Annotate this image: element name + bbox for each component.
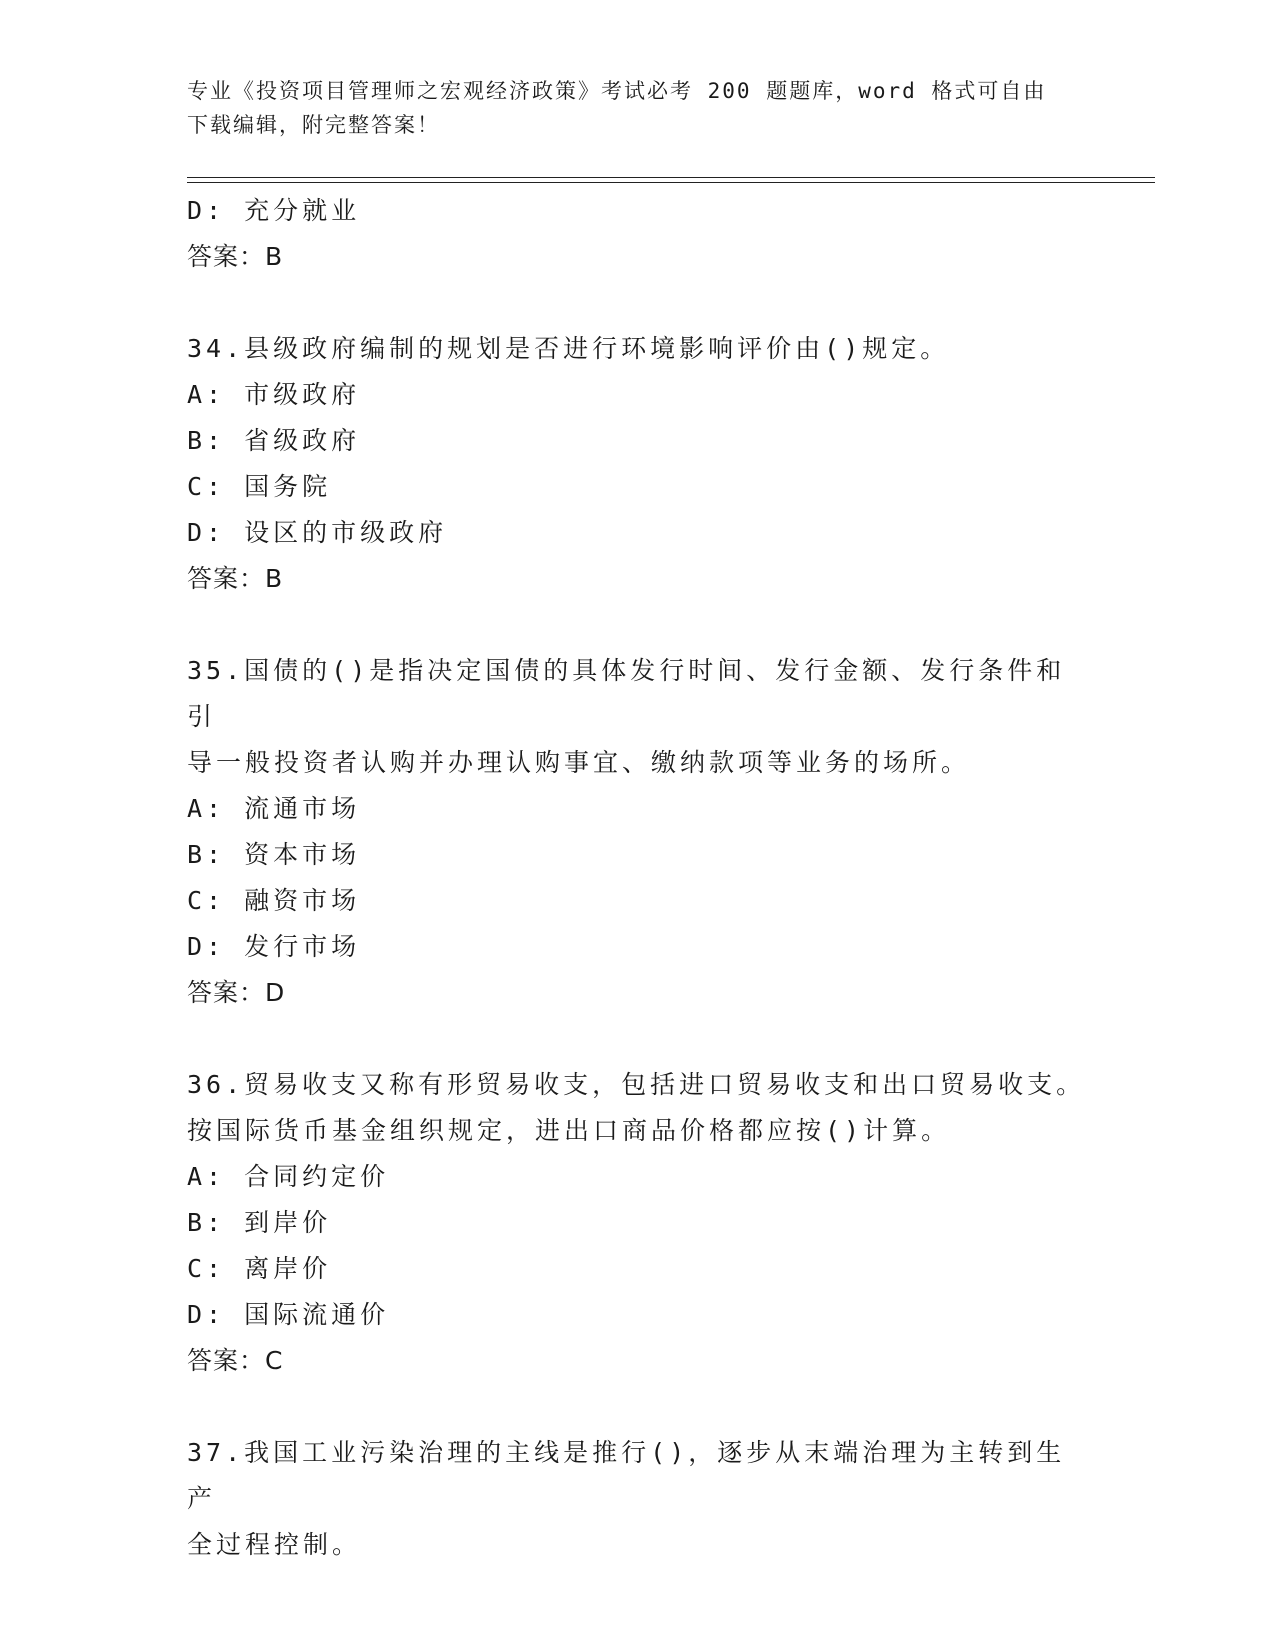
question-stem-continued: 导一般投资者认购并办理认购事宜、缴纳款项等业务的场所。 [187,748,971,777]
option-d: D: 设区的市级政府 [187,518,448,547]
option-a: A: 市级政府 [187,380,361,409]
header-divider-top [187,177,1155,178]
spacer [187,602,1087,648]
answer-line: 答案：C [187,1346,284,1375]
spacer [187,1016,1087,1062]
question-35 [187,648,1087,1016]
question-34 [187,326,1087,602]
question-stem-continued: 按国际货币基金组织规定，进出口商品价格都应按()计算。 [187,1116,951,1145]
answer-line: 答案：B [187,564,284,593]
header-divider-bottom [187,182,1155,183]
option-a: A: 流通市场 [187,794,361,823]
option-c: C: 国务院 [187,472,332,501]
option-d: D: 发行市场 [187,932,361,961]
answer-line: 答案：B [187,242,284,271]
question-stem: 35.国债的()是指决定国债的具体发行时间、发行金额、发行条件和引 [187,656,1066,731]
spacer [187,280,1087,326]
option-d: D: 充分就业 [187,196,361,225]
option-b: B: 省级政府 [187,426,361,455]
document-header [187,74,1067,142]
question-36 [187,1062,1087,1384]
header-line-2: 下载编辑，附完整答案！ [187,113,440,137]
spacer [187,1384,1087,1430]
question-stem: 36.贸易收支又称有形贸易收支，包括进口贸易收支和出口贸易收支。 [187,1070,1086,1099]
question-stem: 34.县级政府编制的规划是否进行环境影响评价由()规定。 [187,334,950,363]
option-b: B: 到岸价 [187,1208,332,1237]
question-stem-continued: 全过程控制。 [187,1530,362,1559]
option-b: B: 资本市场 [187,840,361,869]
option-c: C: 离岸价 [187,1254,332,1283]
option-d: D: 国际流通价 [187,1300,390,1329]
question-37 [187,1430,1087,1568]
question-list [187,188,1087,1568]
header-line-1: 专业《投资项目管理师之宏观经济政策》考试必考 200 题题库，word 格式可自由 [187,79,1047,103]
option-a: A: 合同约定价 [187,1162,390,1191]
answer-line: 答案：D [187,978,286,1007]
question-stem: 37.我国工业污染治理的主线是推行()，逐步从末端治理为主转到生产 [187,1438,1066,1513]
option-c: C: 融资市场 [187,886,361,915]
